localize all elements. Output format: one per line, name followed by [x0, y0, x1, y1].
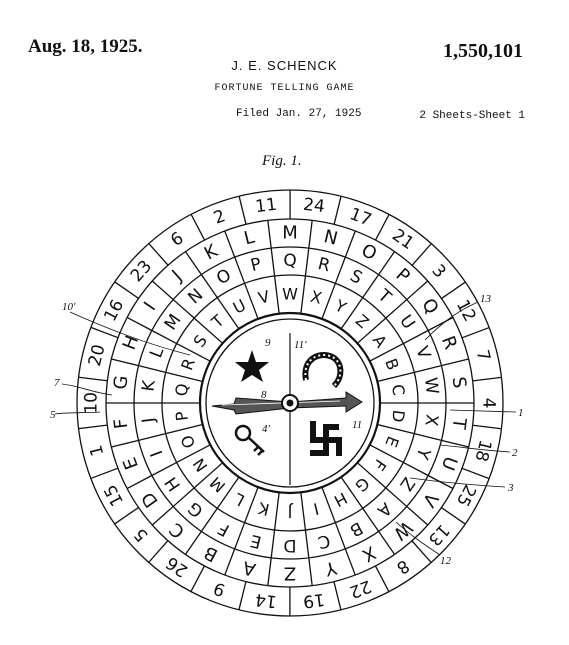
- ring2-letter: Q: [417, 294, 443, 319]
- outer-number: 18: [470, 437, 496, 464]
- ring3-letter-divider: [235, 257, 245, 283]
- ring3-letter: V: [411, 343, 435, 362]
- outer-number-divider: [79, 377, 108, 381]
- ring3-letter-divider: [305, 248, 308, 276]
- ref-numeral-11: 11: [352, 419, 363, 431]
- ring3-letter: N: [184, 285, 208, 309]
- ring2-letter: V: [417, 488, 443, 511]
- center-disc: [212, 333, 362, 485]
- star-icon: [235, 350, 269, 382]
- ring3-letter-divider: [152, 331, 177, 344]
- ring3-letter-divider: [386, 300, 407, 319]
- ring3-letter-divider: [201, 275, 217, 298]
- outer-number-divider: [412, 244, 431, 266]
- outer-number: 21: [388, 225, 418, 255]
- ring2-letter-divider: [407, 281, 428, 300]
- ring2-letter: F: [110, 417, 133, 430]
- outer-number-divider: [191, 214, 204, 240]
- ring2-letter: G: [109, 374, 133, 391]
- ring4-letter-divider: [322, 283, 335, 319]
- ring2-letter: K: [200, 240, 222, 265]
- ring2-letter-divider: [111, 440, 138, 447]
- ring4-letter: Y: [331, 295, 350, 318]
- outer-number-divider: [79, 425, 108, 428]
- outer-number-divider: [239, 196, 246, 224]
- ring4-letter: A: [368, 331, 391, 351]
- ring3-letter: M: [160, 310, 186, 335]
- patent-number: 1,550,101: [443, 40, 523, 62]
- outer-number-divider: [473, 425, 502, 429]
- ring3-letter: Z: [395, 473, 419, 495]
- outer-number: 23: [126, 256, 157, 287]
- ring4-letter: R: [177, 355, 199, 373]
- outer-number-divider: [91, 468, 118, 478]
- ring4-letter: Z: [351, 310, 373, 333]
- outer-number-divider: [334, 582, 341, 610]
- ring3-letter-divider: [173, 488, 194, 507]
- ring4-letter: L: [230, 489, 248, 510]
- ring2-letter: Z: [283, 562, 297, 584]
- ring4-letter: Q: [171, 382, 192, 398]
- ring2-letter-divider: [441, 359, 468, 366]
- outer-number-divider: [115, 507, 139, 523]
- ring2-letter: C: [165, 518, 189, 543]
- ring3-letter: Q: [283, 251, 297, 271]
- ring3-letter-divider: [271, 530, 274, 558]
- outer-number: 3: [427, 260, 450, 283]
- ring3-letter-divider: [139, 434, 166, 441]
- ring4-letter-divider: [275, 492, 280, 530]
- ring3-letter: G: [184, 497, 208, 522]
- ring2-letter: Y: [322, 556, 339, 580]
- ring2-letter-divider: [379, 252, 395, 275]
- ring4-letter: P: [171, 410, 192, 423]
- ring4-letter: N: [189, 454, 212, 476]
- ring4-letter: G: [351, 473, 374, 496]
- ring2-letter-divider: [225, 549, 235, 575]
- ring3-letter-divider: [386, 488, 407, 507]
- outer-number-divider: [149, 541, 168, 563]
- ring4-letter-divider: [322, 487, 335, 523]
- arrow-pointer-icon: [212, 392, 362, 414]
- ring2-letter-divider: [127, 317, 152, 330]
- ring4-letter-divider: [275, 276, 280, 314]
- outer-number: 19: [301, 588, 326, 612]
- ring4-letter-divider: [245, 487, 258, 523]
- ref-numeral-9: 9: [265, 337, 271, 349]
- outer-number-divider: [115, 282, 139, 298]
- ring4-letter: I: [311, 499, 321, 519]
- outer-number: 25: [451, 481, 480, 510]
- ring2-letter-divider: [225, 231, 235, 257]
- ring2-letter-divider: [309, 220, 312, 248]
- outer-number: 26: [162, 551, 192, 581]
- outer-number: 17: [346, 204, 375, 231]
- ring2-letter: R: [436, 333, 461, 353]
- outer-number: 2: [211, 206, 229, 229]
- swastika-icon: [310, 421, 342, 456]
- ring3-letter: I: [146, 447, 168, 460]
- ring2-letter: L: [241, 226, 257, 250]
- outer-number-divider: [191, 566, 204, 592]
- ring3-letter: W: [420, 376, 442, 396]
- outer-number: 14: [254, 588, 278, 612]
- ring4-letter: E: [381, 433, 403, 450]
- ring3-letter: D: [283, 535, 297, 555]
- ring4-letter: K: [256, 498, 272, 520]
- key-icon: [236, 426, 264, 455]
- ring3-letter-divider: [414, 366, 441, 373]
- ring2-letter-divider: [152, 281, 173, 300]
- ring3-letter: Y: [411, 444, 434, 462]
- outer-number: 7: [471, 347, 494, 364]
- ring2-letter: D: [137, 487, 163, 512]
- outer-number: 10: [81, 392, 102, 414]
- ref-numeral-4-prime: 4': [262, 423, 270, 435]
- ring2-letter: O: [357, 239, 381, 266]
- ring4-letter-divider: [377, 425, 414, 434]
- ring2-letter: H: [118, 332, 144, 353]
- ring3-letter: F: [215, 517, 233, 540]
- ref-numeral-13: 13: [480, 293, 491, 305]
- ring3-letter: P: [248, 254, 264, 277]
- ring2-letter: U: [436, 453, 462, 474]
- ring4-letter-divider: [166, 425, 203, 434]
- outer-number-divider: [91, 327, 118, 337]
- outer-number-divider: [149, 244, 168, 266]
- ring4-letter: B: [381, 355, 403, 373]
- ring3-letter: U: [395, 311, 419, 334]
- ring2-letter-divider: [268, 220, 271, 248]
- ring2-letter-divider: [441, 440, 468, 447]
- ring2-letter-divider: [111, 359, 138, 366]
- ring2-letter: J: [168, 266, 187, 286]
- ring3-letter: X: [420, 413, 442, 428]
- ring2-letter: A: [240, 556, 258, 580]
- ring3-letter: C: [315, 529, 333, 553]
- ring3-letter: B: [346, 517, 366, 541]
- ring3-letter-divider: [363, 508, 379, 531]
- ring2-letter-divider: [407, 506, 428, 525]
- ring4-letter-divider: [301, 276, 306, 314]
- ring2-letter: P: [391, 264, 414, 288]
- ring3-letter: H: [161, 472, 186, 495]
- outer-number-divider: [441, 508, 465, 524]
- ring2-letter-divider: [345, 231, 355, 257]
- ring3-letter-divider: [152, 462, 177, 475]
- ring3-letter-divider: [403, 462, 428, 475]
- ring2-letter-divider: [185, 531, 201, 554]
- ring3-letter-divider: [201, 508, 217, 531]
- ring3-letter: T: [373, 285, 395, 308]
- ring2-letter-divider: [268, 558, 271, 586]
- ring3-letter-divider: [335, 257, 345, 283]
- ring3-letter: A: [373, 497, 396, 521]
- ring3-letter-divider: [305, 530, 308, 558]
- ring3-letter-divider: [139, 366, 166, 373]
- ring2-letter-divider: [152, 506, 173, 525]
- ring3-letter-divider: [403, 331, 428, 344]
- ring3-letter: S: [346, 265, 366, 289]
- ring4-letter: W: [282, 284, 298, 304]
- ring2-letter: B: [200, 541, 222, 566]
- outer-number: 13: [423, 519, 454, 550]
- outer-number-divider: [473, 377, 502, 380]
- ring4-letter: V: [256, 286, 272, 308]
- ring2-letter-divider: [345, 549, 355, 575]
- ring4-letter-divider: [166, 372, 203, 381]
- filed-date: Filed Jan. 27, 1925: [236, 108, 362, 120]
- ring3-letter-divider: [271, 248, 274, 276]
- ring4-letter-divider: [301, 492, 306, 530]
- outer-number: 6: [167, 228, 188, 251]
- patent-date: Aug. 18, 1925.: [28, 36, 143, 57]
- outer-number-divider: [462, 468, 489, 478]
- ring4-letter: X: [308, 286, 324, 308]
- sheet-count: 2 Sheets-Sheet 1: [419, 110, 525, 122]
- ref-numeral-3: 3: [508, 482, 514, 494]
- ring3-letter-divider: [414, 434, 441, 441]
- outer-number: 15: [100, 480, 129, 510]
- ring3-letter: J: [138, 416, 160, 424]
- ring3-letter: R: [315, 254, 333, 277]
- outer-number-divider: [239, 582, 246, 610]
- outer-number: 22: [346, 575, 374, 602]
- figure-label: Fig. 1.: [262, 153, 302, 169]
- outer-number-divider: [334, 196, 341, 224]
- outer-number-divider: [412, 541, 431, 563]
- ring4-letter: U: [229, 295, 249, 318]
- ring4-letter: O: [176, 432, 200, 451]
- ring4-letter-divider: [377, 372, 414, 381]
- ref-numeral-11-prime: 11': [294, 339, 307, 351]
- ring2-letter: I: [139, 298, 161, 315]
- ring4-letter: F: [369, 455, 391, 475]
- inventor-name: J. E. SCHENCK: [231, 58, 338, 73]
- ref-numeral-8: 7: [54, 377, 60, 389]
- ring2-letter: N: [321, 226, 340, 250]
- outer-number: 5: [130, 523, 153, 546]
- outer-number-divider: [462, 328, 489, 338]
- ref-numeral-10-prime: 10': [62, 301, 76, 313]
- ring4-letter: T: [207, 311, 228, 332]
- ring2-letter-divider: [379, 531, 395, 554]
- ring4-letter: S: [189, 331, 211, 351]
- ring2-letter-divider: [428, 317, 453, 330]
- ref-numeral-1: 1: [518, 407, 524, 419]
- ref-numeral-12: 12: [440, 555, 451, 567]
- outer-number: 24: [302, 194, 326, 218]
- ring3-letter: K: [138, 379, 160, 393]
- outer-number-divider: [441, 282, 465, 298]
- ref-numeral-5: 8: [261, 389, 267, 401]
- ring3-letter-divider: [335, 523, 345, 549]
- ring4-letter: H: [330, 488, 351, 511]
- ring3-letter-divider: [363, 275, 379, 298]
- outer-number: 11: [254, 194, 279, 218]
- ring2-letter-divider: [309, 558, 312, 586]
- outer-number: 4: [478, 397, 499, 409]
- outer-number: 20: [84, 342, 110, 369]
- ring4-letter: M: [206, 472, 230, 497]
- ring4-letter: J: [287, 502, 293, 522]
- outer-number: 1: [86, 442, 109, 459]
- invention-title: FORTUNE TELLING GAME: [214, 83, 355, 94]
- ring3-letter: E: [248, 529, 264, 552]
- outer-number-divider: [375, 566, 388, 592]
- ring2-letter-divider: [127, 475, 152, 488]
- outer-number: 12: [451, 296, 480, 326]
- ring2-letter: S: [447, 375, 470, 390]
- ring2-letter: X: [358, 541, 380, 566]
- ring4-letter: D: [388, 408, 409, 424]
- ref-numeral-2: 2: [512, 447, 518, 459]
- outer-number-divider: [376, 214, 389, 240]
- ring4-letter: C: [388, 383, 409, 397]
- ring2-letter: T: [447, 416, 470, 431]
- ring3-letter: L: [146, 344, 169, 361]
- outer-number: 8: [392, 555, 413, 578]
- ring2-letter: M: [282, 222, 298, 244]
- ref-numeral-7: 5: [50, 409, 56, 421]
- ring2-letter-divider: [185, 252, 201, 275]
- horseshoe-icon: [305, 355, 340, 386]
- ring2-letter: E: [119, 454, 143, 473]
- ring3-letter: O: [213, 265, 235, 290]
- outer-number: 16: [100, 296, 129, 325]
- ring3-letter-divider: [235, 523, 245, 549]
- outer-number: 9: [210, 577, 229, 600]
- ring2-letter: W: [389, 516, 417, 545]
